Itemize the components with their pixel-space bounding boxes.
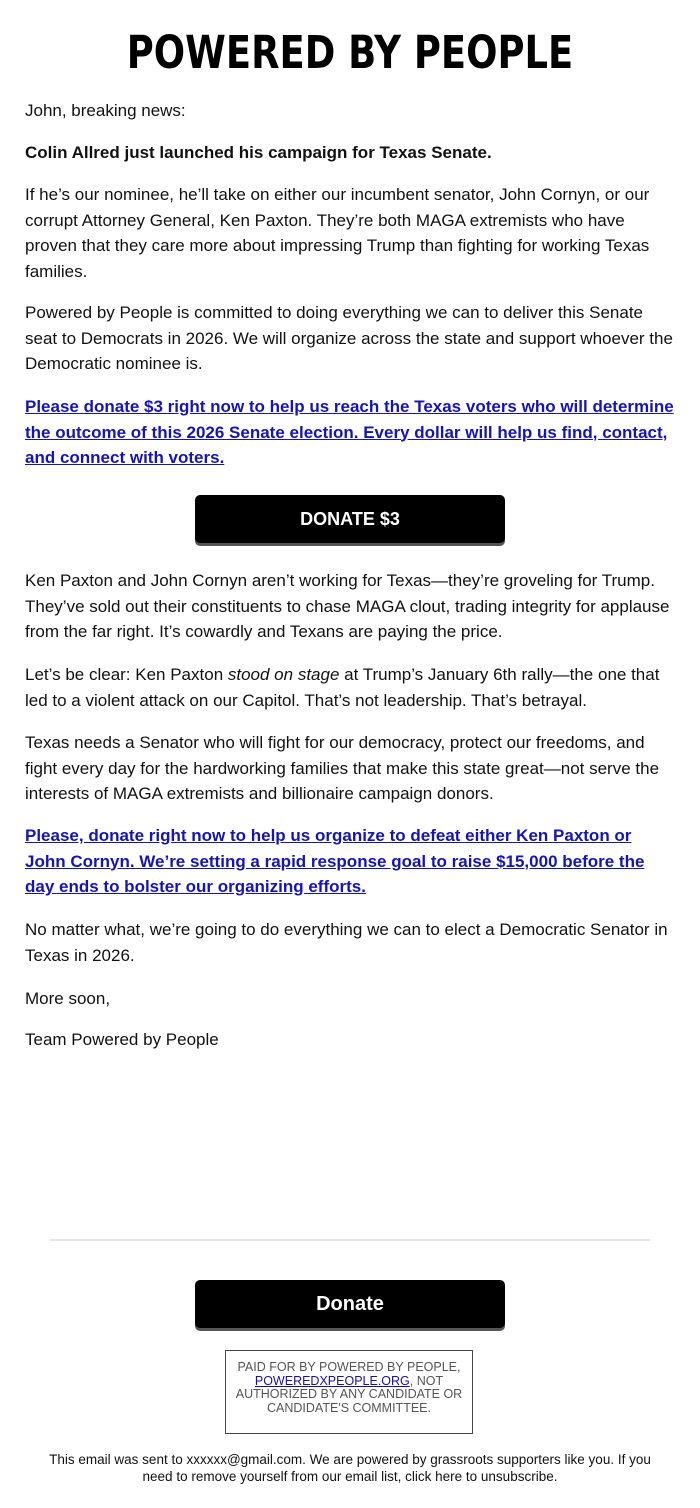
paragraph-5: Texas needs a Senator who will fight for our democracy, protect our freedoms, and fight every day for the hardworking families that make this state great—not serve the interests of MAGA extremists and billionaire campaign donors.: [25, 733, 660, 803]
paragraph-2: Powered by People is committed to doing everything we can to deliver this Senate seat to Democrats in 2026. We will organize across the state and support whoever the Democratic nominee is.: [25, 303, 673, 373]
paragraph-4-italic: stood on stage: [227, 665, 340, 684]
logo: POWERED BY PEOPLE: [126, 26, 574, 79]
divider: [50, 1239, 650, 1241]
donate-link-1[interactable]: Please donate $3 right now to help us reach the Texas voters who will determine the outcome of this 2026 Senate election. Every dollar will help us find, contact, and connect with voters.: [25, 397, 674, 467]
paragraph-4-end: at Trump’s January 6th rally—the one that led to a violent attack on our Capitol. That’s not leadership. That’s betrayal.: [25, 665, 660, 710]
footer-notice[interactable]: This email was sent to xxxxxx@gmail.com. We are powered by grassroots supporters like you. If you need to remove yourself from our email list, click here to unsubscribe.: [49, 1452, 651, 1484]
donate-3-button[interactable]: DONATE $3: [195, 495, 505, 543]
disclaimer-text-end: , NOT AUTHORIZED BY ANY CANDIDATE OR CANDIDATE'S COMMITTEE.: [235, 1373, 463, 1415]
paragraph-6: No matter what, we’re going to do everything we can to elect a Democratic Senator in Texas in 2026.: [25, 920, 668, 965]
cta-paragraph-2: [25, 823, 675, 900]
headline: Colin Allred just launched his campaign for Texas Senate.: [25, 143, 492, 162]
disclaimer-text-start: PAID FOR BY POWERED BY PEOPLE,: [237, 1360, 461, 1374]
paragraph-4-start: Let’s be clear: Ken Paxton: [25, 665, 228, 684]
cta-paragraph-1: [25, 394, 675, 471]
paragraph-3: Ken Paxton and John Cornyn aren’t working for Texas—they’re groveling for Trump. They’ve sold out their constituents to chase MAGA clout, trading integrity for applause from the far right. It’s cowardly and Texans are paying the price.: [25, 571, 670, 641]
donate-button[interactable]: Donate: [195, 1280, 505, 1328]
paragraph-4: [25, 662, 675, 713]
website-link[interactable]: POWEREDXPEOPLE.ORG: [254, 1373, 410, 1388]
donate-link-2[interactable]: Please, donate right now to help us organize to defeat either Ken Paxton or John Cornyn. We’re setting a rapid response goal to raise $15,000 before the day ends to bolster our organizing efforts.: [25, 826, 645, 896]
greeting: John, breaking news:: [25, 101, 186, 120]
paragraph-1: If he’s our nominee, he’ll take on either our incumbent senator, John Cornyn, or our corrupt Attorney General, Ken Paxton. They’re both MAGA extremists who have proven that they care more about impressing Trump than fighting for working Texas families.: [25, 185, 650, 281]
signoff: More soon,: [25, 989, 111, 1008]
signature: Team Powered by People: [25, 1030, 219, 1049]
paid-for-disclaimer: [225, 1350, 473, 1434]
